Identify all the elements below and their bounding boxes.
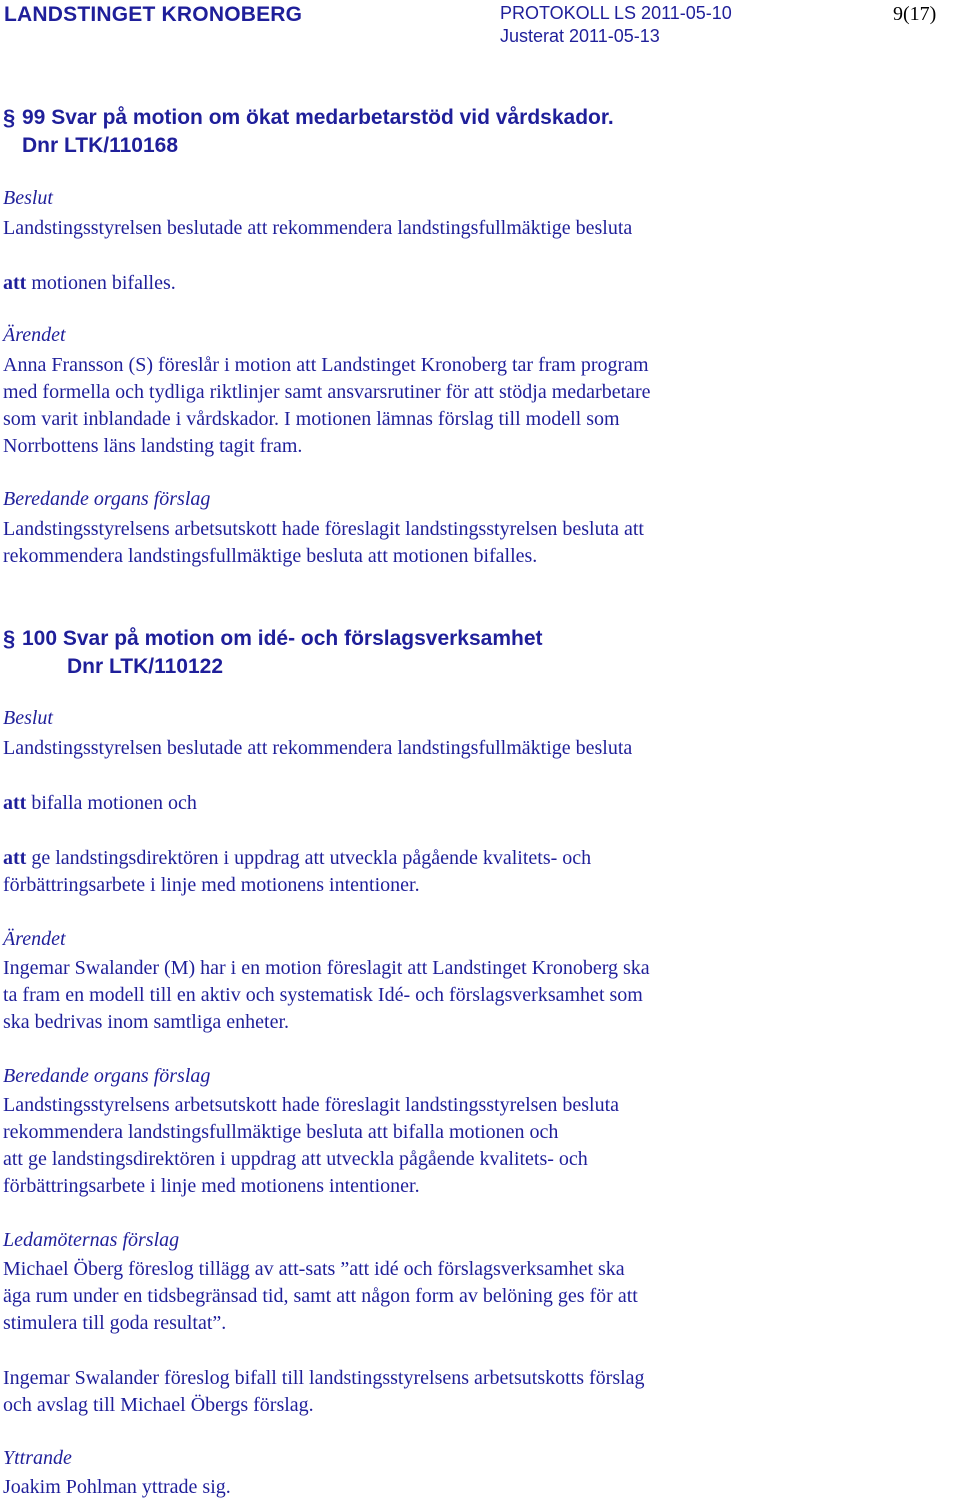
- att-clause: [3, 790, 197, 817]
- beredande-line: förbättringsarbete i linje med motionens intentioner.: [3, 1175, 420, 1197]
- adjusted-date: Justerat 2011-05-13: [500, 26, 660, 46]
- att-text-continued: förbättringsarbete i linje med motionens intentioner.: [3, 874, 420, 896]
- ledamot-line: äga rum under en tidsbegränsad tid, samt att någon form av belöning ges för att: [3, 1285, 638, 1307]
- att-text: motionen bifalles.: [26, 272, 176, 294]
- arendet-line: ska bedrivas inom samtliga enheter.: [3, 1011, 290, 1033]
- arendet-line: Anna Fransson (S) föreslår i motion att Landstinget Kronoberg tar fram program: [3, 354, 649, 376]
- beredande-line: Landstingsstyrelsens arbetsutskott hade föreslagit landstingsstyrelsen besluta: [3, 1094, 619, 1116]
- arendet-label: Ärendet: [3, 928, 66, 950]
- organization-name: LANDSTINGET KRONOBERG: [4, 3, 303, 26]
- section-mark: §: [3, 626, 16, 651]
- arendet-label: Ärendet: [3, 324, 66, 346]
- beredande-line: att ge landstingsdirektören i uppdrag att utveckla pågående kvalitets- och: [3, 1148, 588, 1170]
- att-clause: [3, 270, 176, 297]
- att-keyword: att: [3, 792, 27, 814]
- section-dnr: Dnr LTK/110122: [67, 655, 224, 678]
- arendet-line: med formella och tydliga riktlinjer samt ansvarsrutiner för att stödja medarbetare: [3, 381, 651, 403]
- section-title: 100 Svar på motion om idé- och förslagsverksamhet: [22, 627, 543, 650]
- beredande-label: Beredande organs förslag: [3, 488, 211, 510]
- beredande-label: Beredande organs förslag: [3, 1065, 211, 1087]
- swalander-line: och avslag till Michael Öbergs förslag.: [3, 1394, 314, 1416]
- att-text: ge landstingsdirektören i uppdrag att utveckla pågående kvalitets- och: [26, 847, 592, 869]
- ledamot-line: Michael Öberg föreslog tillägg av att-sats ”att idé och förslagsverksamhet ska: [3, 1258, 625, 1280]
- att-keyword: att: [3, 272, 27, 294]
- yttrande-label: Yttrande: [3, 1447, 72, 1469]
- beredande-line: Landstingsstyrelsens arbetsutskott hade föreslagit landstingsstyrelsen besluta att: [3, 518, 644, 540]
- section-mark: §: [3, 105, 16, 130]
- page-number: 9(17): [893, 3, 937, 25]
- beslut-label: Beslut: [3, 707, 53, 729]
- section-title: 99 Svar på motion om ökat medarbetarstöd vid vårdskador.: [22, 106, 614, 129]
- att-clause: [3, 845, 591, 872]
- beslut-text: Landstingsstyrelsen beslutade att rekommendera landstingsfullmäktige besluta: [3, 217, 633, 239]
- section-dnr: Dnr LTK/110168: [22, 134, 179, 157]
- arendet-line: ta fram en modell till en aktiv och systematisk Idé- och förslagsverksamhet som: [3, 984, 643, 1006]
- att-text: bifalla motionen och: [26, 792, 197, 814]
- beslut-label: Beslut: [3, 187, 53, 209]
- beslut-text: Landstingsstyrelsen beslutade att rekommendera landstingsfullmäktige besluta: [3, 737, 633, 759]
- arendet-line: Ingemar Swalander (M) har i en motion föreslagit att Landstinget Kronoberg ska: [3, 957, 650, 979]
- att-keyword: att: [3, 847, 27, 869]
- protocol-label: PROTOKOLL LS 2011-05-10: [500, 3, 732, 23]
- ledamot-line: stimulera till goda resultat”.: [3, 1312, 227, 1334]
- arendet-line: Norrbottens läns landsting tagit fram.: [3, 435, 303, 457]
- beredande-line: rekommendera landstingsfullmäktige besluta att bifalla motionen och: [3, 1121, 559, 1143]
- yttrande-text: Joakim Pohlman yttrade sig.: [3, 1476, 231, 1498]
- beredande-line: rekommendera landstingsfullmäktige besluta att motionen bifalles.: [3, 545, 538, 567]
- ledamot-label: Ledamöternas förslag: [3, 1229, 180, 1251]
- arendet-line: som varit inblandade i vårdskador. I motionen lämnas förslag till modell som: [3, 408, 620, 430]
- swalander-line: Ingemar Swalander föreslog bifall till landstingsstyrelsens arbetsutskotts förslag: [3, 1367, 645, 1389]
